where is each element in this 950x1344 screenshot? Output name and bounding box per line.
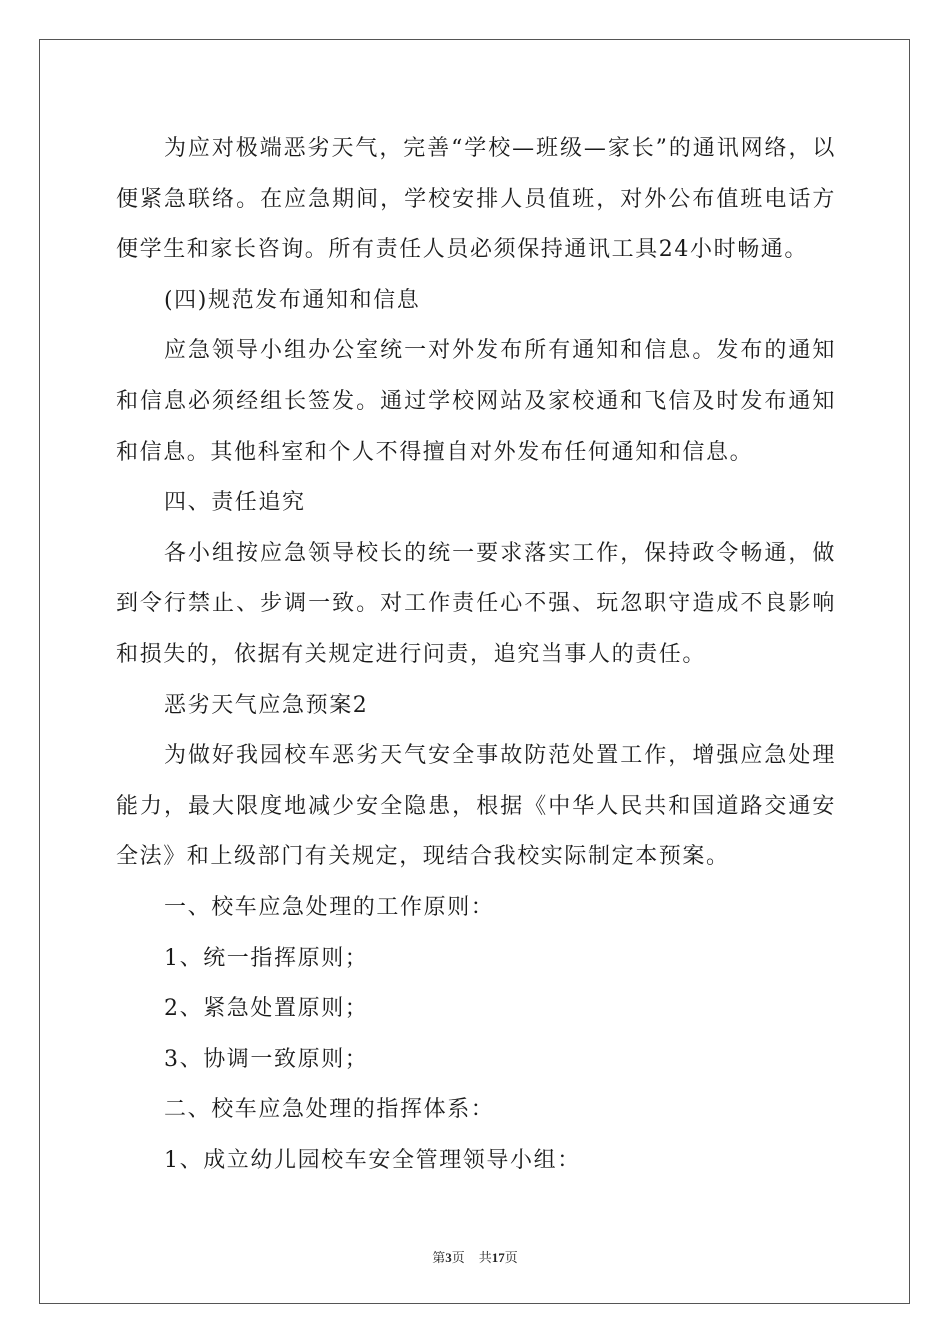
list-item: 2、紧急处置原则； [164, 996, 369, 1022]
total-pages: 17 [491, 1250, 505, 1265]
page-prefix: 第 [432, 1251, 446, 1266]
section-heading: 四、责任追究 [164, 490, 306, 516]
paragraph: 为做好我园校车恶劣天气安全事故防范处置工作，增强应急处理能力，最大限度地减少安全隐患，根据《中华人民共和国道路交通安全法》和上级部门有关规定，现结合我校实际制定本预案。 [116, 743, 836, 870]
page-footer [0, 1247, 950, 1266]
section-heading: 二、校车应急处理的指挥体系： [164, 1097, 495, 1123]
page-number: 3 [445, 1250, 452, 1265]
document-title: 恶劣天气应急预案2 [164, 692, 369, 718]
total-suffix: 页 [504, 1251, 518, 1266]
total-prefix: 共 [478, 1251, 492, 1266]
section-heading: 一、校车应急处理的工作原则： [164, 894, 495, 920]
list-item: 1、成立幼儿园校车安全管理领导小组： [164, 1147, 581, 1173]
paragraph: 应急领导小组办公室统一对外发布所有通知和信息。发布的通知和信息必须经组长签发。通过学校网站及家校通和飞信及时发布通知和信息。其他科室和个人不得擅自对外发布任何通知和信息。 [116, 338, 836, 465]
list-item: 3、协调一致原则； [164, 1046, 369, 1072]
paragraph: 为应对极端恶劣天气，完善“学校—班级—家长”的通讯网络，以便紧急联络。在应急期间，学校安排人员值班，对外公布值班电话方便学生和家长咨询。所有责任人员必须保持通讯工具24小时畅通。 [116, 136, 836, 263]
paragraph: 各小组按应急领导校长的统一要求落实工作，保持政令畅通，做到令行禁止、步调一致。对工作责任心不强、玩忽职守造成不良影响和损失的，依据有关规定进行问责，追究当事人的责任。 [116, 540, 836, 667]
section-heading: (四)规范发布通知和信息 [164, 287, 421, 313]
page-suffix: 页 [451, 1251, 465, 1266]
document-body [116, 124, 836, 1186]
list-item: 1、统一指挥原则； [164, 945, 369, 971]
